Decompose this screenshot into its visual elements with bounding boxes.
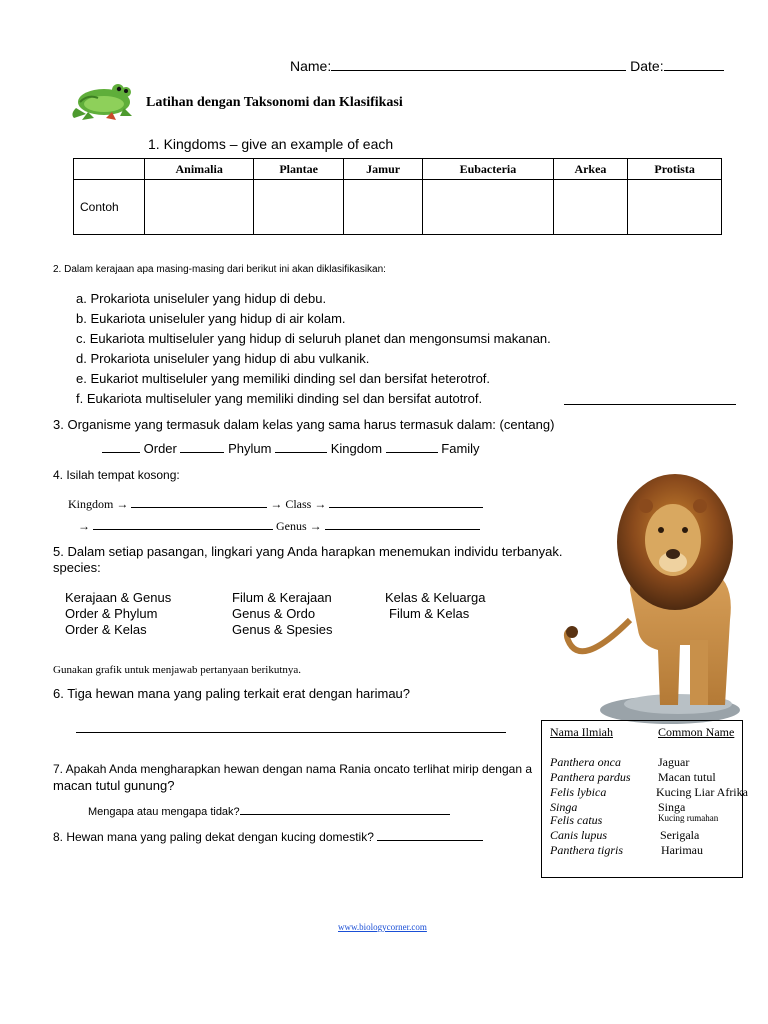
- biologycorner-link[interactable]: www.biologycorner.com: [338, 922, 427, 932]
- header-corner: [74, 159, 145, 180]
- q2-answer-blank[interactable]: [564, 392, 736, 410]
- blank[interactable]: [325, 517, 480, 530]
- common-name: Singa: [658, 800, 686, 814]
- col-arkea: Arkea: [553, 159, 628, 180]
- name-blank[interactable]: [331, 58, 626, 71]
- q4-line2: [78, 517, 480, 534]
- name-field[interactable]: [290, 58, 724, 74]
- q7-why: [88, 802, 450, 818]
- q2-item-b: b. Eukariota uniseluler yang hidup di air kolam.: [76, 311, 346, 326]
- pair-option[interactable]: Genus & Spesies: [232, 622, 333, 637]
- q2-item-e: e. Eukariot multiseluler yang memiliki dinding sel dan bersifat heterotrof.: [76, 371, 491, 386]
- option-family: Family: [441, 441, 480, 456]
- pair-option[interactable]: Genus & Ordo: [232, 606, 316, 621]
- check-blank[interactable]: [275, 440, 327, 453]
- col-common-name: Common Name: [658, 725, 735, 739]
- blank[interactable]: [131, 495, 267, 508]
- q2-item-f: f. Eukariota multiseluler yang memiliki dinding sel dan bersifat autotrof.: [76, 391, 483, 406]
- q2-item-a: a. Prokariota uniseluler yang hidup di debu.: [76, 291, 327, 306]
- blank[interactable]: [93, 517, 273, 530]
- kingdoms-table: [73, 158, 722, 235]
- sci-name: Singa: [550, 800, 578, 814]
- col-animalia: Animalia: [145, 159, 254, 180]
- lion-image: [560, 470, 760, 725]
- option-kingdom: Kingdom: [330, 441, 383, 456]
- q8-prompt: 8. Hewan mana yang paling dekat dengan kucing domestik?: [53, 830, 374, 844]
- footer: [338, 917, 427, 935]
- q5-prompt-2: species:: [53, 560, 101, 575]
- species-table: [541, 720, 748, 878]
- q5-prompt: 5. Dalam setiap pasangan, lingkari yang Anda harapkan menemukan individu terbanyak.: [53, 544, 563, 559]
- sci-name: Felis catus: [550, 813, 603, 827]
- answer-cell[interactable]: [145, 180, 254, 235]
- sci-name: Canis lupus: [550, 828, 608, 842]
- pair-option[interactable]: Kelas & Keluarga: [385, 590, 486, 605]
- common-name: Harimau: [661, 843, 703, 857]
- answer-cell[interactable]: [254, 180, 344, 235]
- col-eubacteria: Eubacteria: [423, 159, 553, 180]
- common-name: Kucing Liar Afrika: [656, 785, 748, 799]
- frog-icon: [68, 80, 136, 122]
- date-label: Date:: [630, 58, 664, 74]
- q3-options: [102, 440, 480, 456]
- sci-name: Panthera pardus: [550, 770, 631, 784]
- q8-answer-blank[interactable]: [377, 828, 483, 841]
- q4-line1: [68, 495, 483, 512]
- sci-name: Panthera onca: [550, 755, 621, 769]
- common-name: Macan tutul: [658, 770, 716, 784]
- q8: [53, 828, 483, 844]
- q2-item-c: c. Eukariota multiseluler yang hidup di seluruh planet dan mengonsumsi makanan.: [76, 331, 551, 346]
- answer-cell[interactable]: [423, 180, 553, 235]
- col-protista: Protista: [628, 159, 722, 180]
- kingdoms-example-row: [74, 180, 722, 235]
- option-order: Order: [143, 441, 177, 456]
- blank[interactable]: [329, 495, 483, 508]
- chart-instruction: Gunakan grafik untuk menjawab pertanyaan berikutnya.: [53, 664, 302, 676]
- q1-prompt: 1. Kingdoms – give an example of each: [148, 136, 394, 152]
- q6-prompt: 6. Tiga hewan mana yang paling terkait erat dengan harimau?: [53, 686, 411, 701]
- q7-prompt: 7. Apakah Anda mengharapkan hewan dengan nama Rania oncato terlihat mirip dengan a: [53, 762, 533, 776]
- common-name: Serigala: [660, 828, 700, 842]
- check-blank[interactable]: [102, 440, 140, 453]
- pair-option[interactable]: Order & Kelas: [65, 622, 147, 637]
- q7-why-label: Mengapa atau mengapa tidak?: [88, 806, 240, 818]
- pair-option[interactable]: Kerajaan & Genus: [65, 590, 172, 605]
- date-blank[interactable]: [664, 58, 724, 71]
- q4-prompt: 4. Isilah tempat kosong:: [53, 468, 180, 482]
- common-name: Kucing rumahan: [658, 813, 719, 823]
- page-title: Latihan dengan Taksonomi dan Klasifikasi: [146, 95, 403, 110]
- q2-prompt: 2. Dalam kerajaan apa masing-masing dari berikut ini akan diklasifikasikan:: [53, 264, 386, 275]
- q3-prompt: 3. Organisme yang termasuk dalam kelas yang sama harus termasuk dalam: (centang): [53, 417, 555, 432]
- pair-option[interactable]: Filum & Kelas: [389, 606, 470, 621]
- kingdom-label: Kingdom →: [68, 497, 129, 511]
- q6-answer-blank[interactable]: [76, 720, 506, 738]
- check-blank[interactable]: [386, 440, 438, 453]
- col-jamur: Jamur: [344, 159, 423, 180]
- pair-option[interactable]: Order & Phylum: [65, 606, 158, 621]
- answer-cell[interactable]: [344, 180, 423, 235]
- answer-cell[interactable]: [628, 180, 722, 235]
- col-scientific-name: Nama Ilmiah: [550, 725, 613, 739]
- q2-item-d: d. Prokariota uniseluler yang hidup di abu vulkanik.: [76, 351, 370, 366]
- q7-prompt-2: macan tutul gunung?: [53, 778, 175, 793]
- common-name: Jaguar: [658, 755, 690, 769]
- class-label: → Class →: [270, 497, 327, 511]
- kingdoms-header-row: [74, 159, 722, 180]
- check-blank[interactable]: [180, 440, 224, 453]
- genus-label: Genus →: [276, 519, 322, 533]
- q7-answer-blank[interactable]: [240, 802, 450, 815]
- pair-option[interactable]: Filum & Kerajaan: [232, 590, 332, 605]
- row-label-contoh: Contoh: [74, 180, 145, 235]
- sci-name: Panthera tigris: [550, 843, 624, 857]
- name-label: Name:: [290, 58, 332, 74]
- option-phylum: Phylum: [228, 441, 272, 456]
- arrow-label: →: [78, 519, 90, 533]
- col-plantae: Plantae: [254, 159, 344, 180]
- sci-name: Felis lybica: [550, 785, 607, 799]
- answer-cell[interactable]: [553, 180, 628, 235]
